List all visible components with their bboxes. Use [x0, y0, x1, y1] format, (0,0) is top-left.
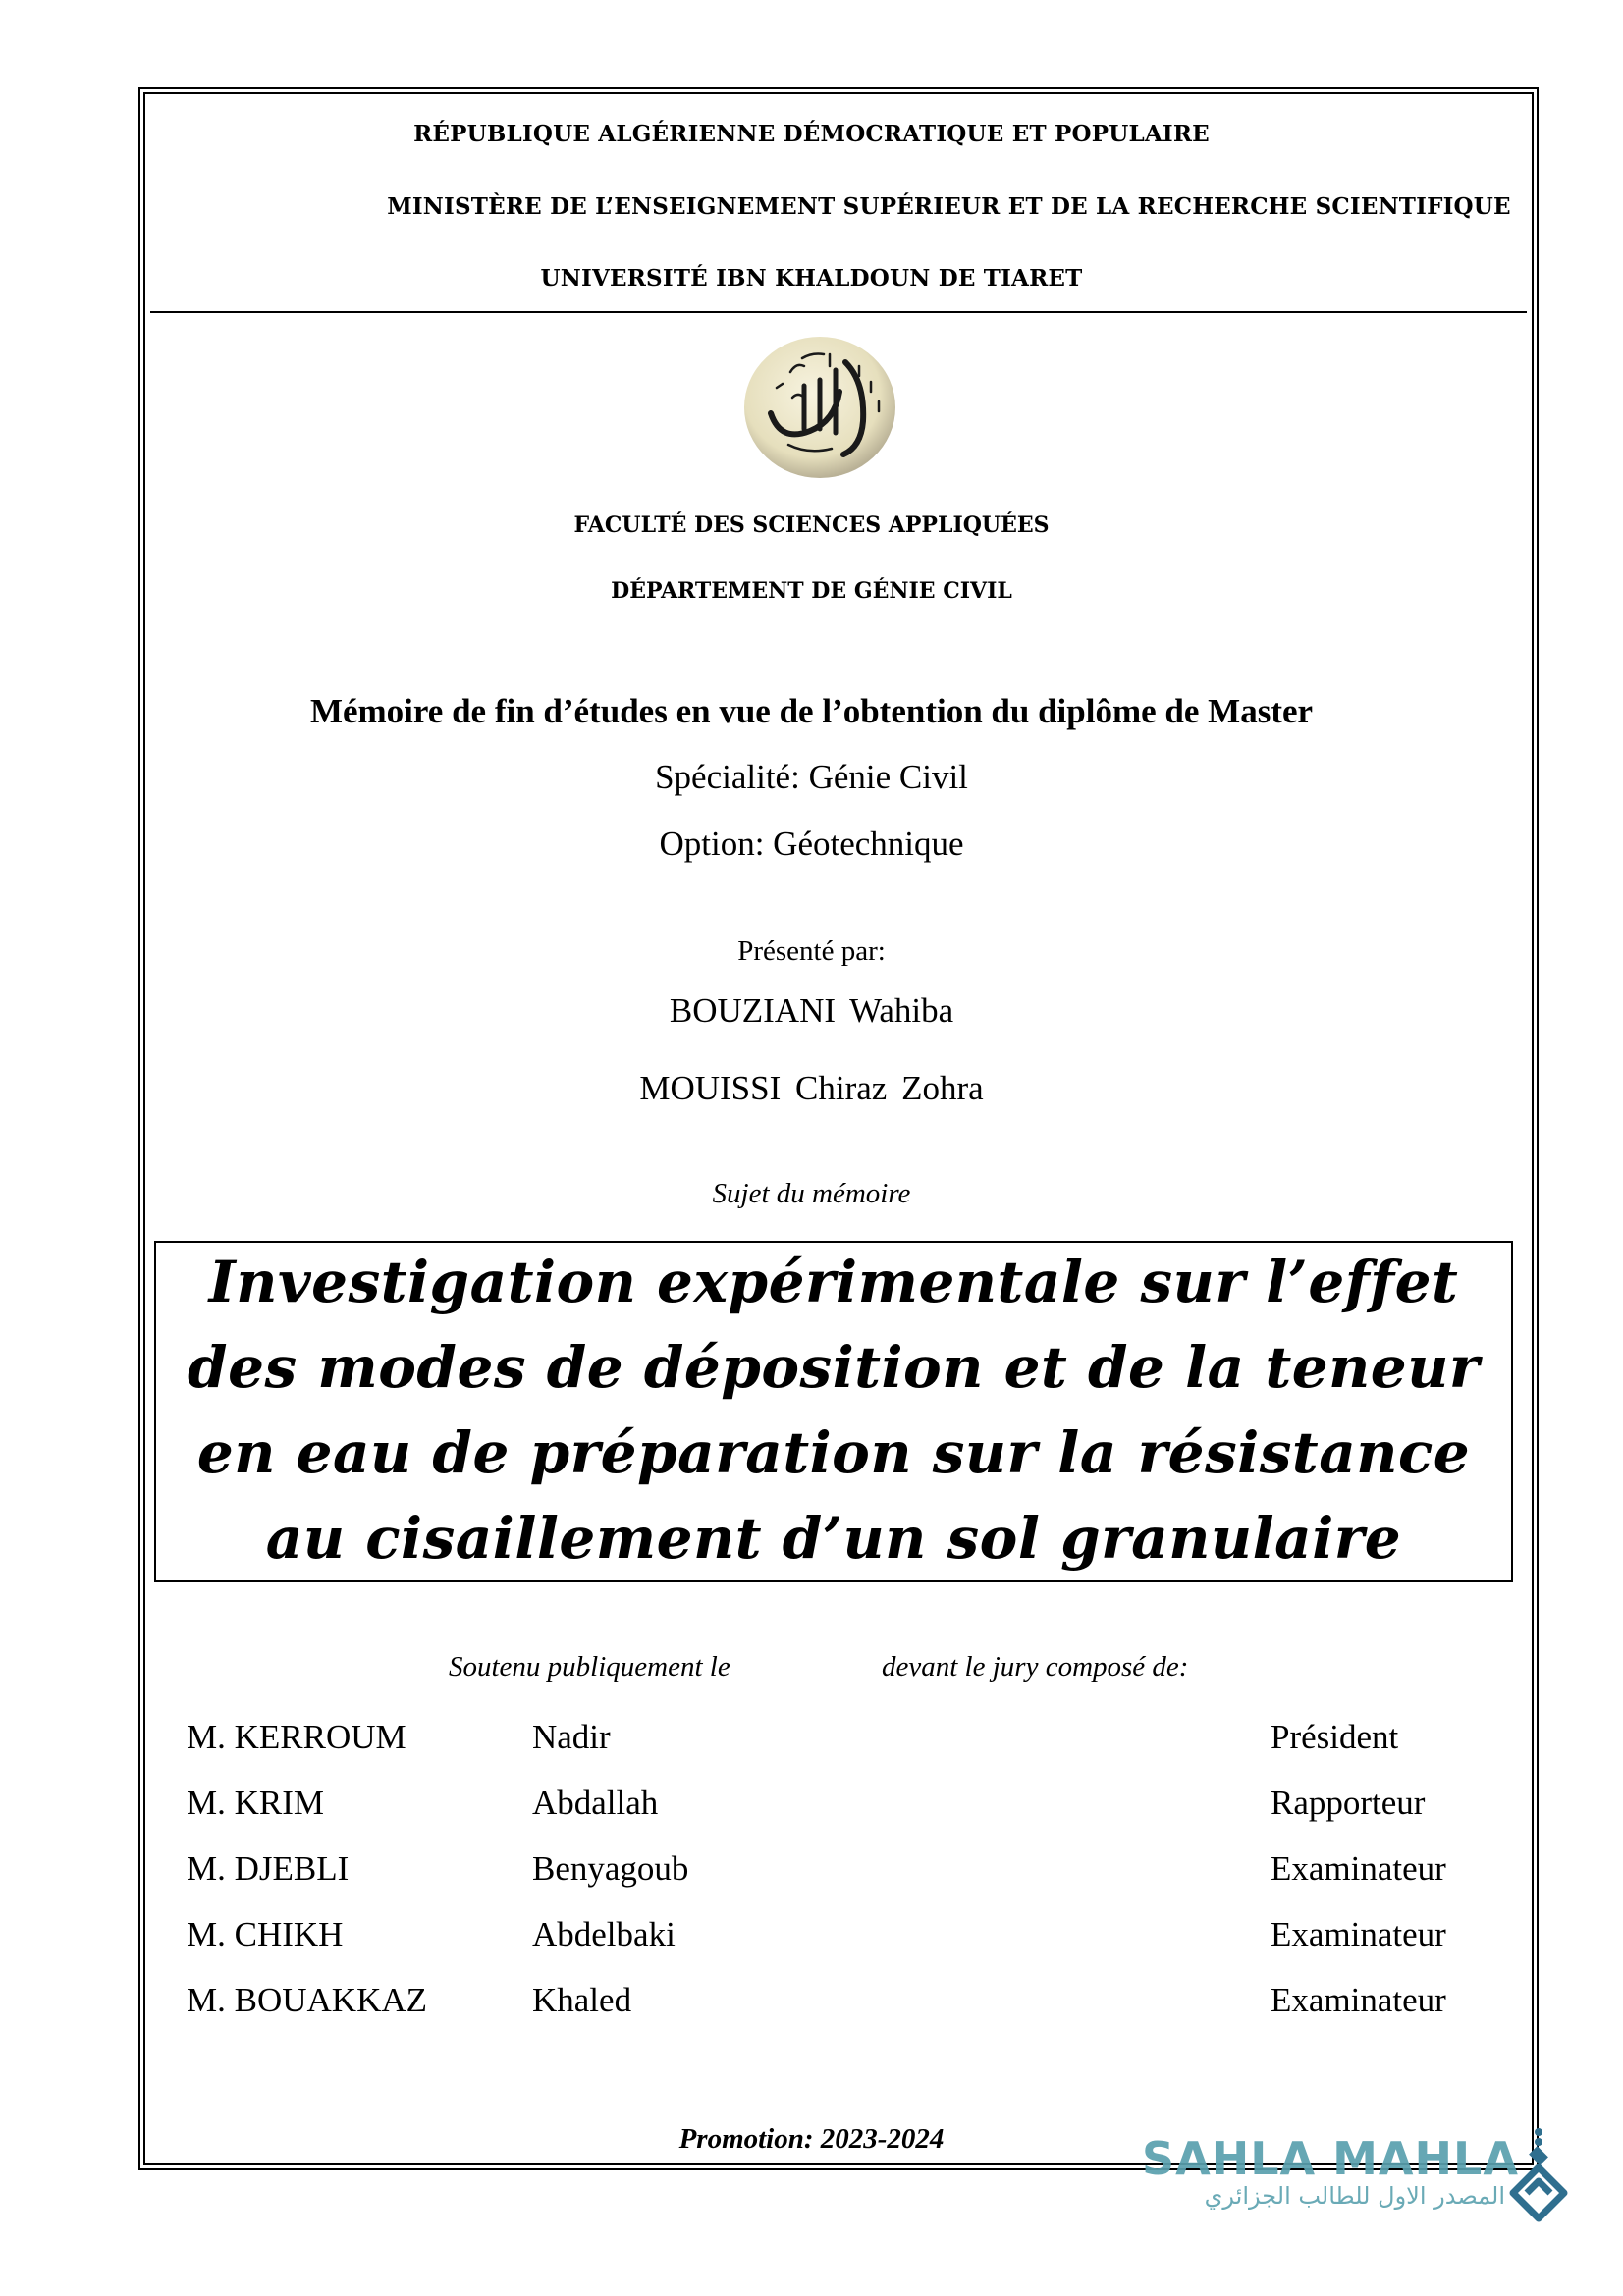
speciality: Spécialité: Génie Civil [655, 758, 968, 796]
university-heading: UNIVERSITÉ IBN KHALDOUN DE TIARET [540, 265, 1083, 292]
watermark-text: SAHLA MAHLA [1142, 2132, 1519, 2185]
jury-role: Examinateur [1271, 1915, 1446, 1953]
jury-row [0, 1718, 1623, 1761]
jury-row [0, 1849, 1623, 1893]
thesis-title-box [154, 1241, 1513, 1582]
author-name: MOUISSI Chiraz Zohra [639, 1069, 984, 1107]
promotion-year: Promotion: 2023-2024 [678, 2123, 945, 2155]
jury-role: Rapporteur [1271, 1784, 1426, 1822]
department-heading: DÉPARTEMENT DE GÉNIE CIVIL [611, 578, 1012, 604]
jury-intro-label: devant le jury composé de: [882, 1651, 1189, 1682]
faculty-heading: FACULTÉ DES SCIENCES APPLIQUÉES [573, 512, 1050, 538]
jury-first-name: Abdelbaki [532, 1915, 676, 1953]
jury-last-name: M. KERROUM [187, 1718, 406, 1756]
author-name: BOUZIANI Wahiba [669, 991, 954, 1030]
subject-label: Sujet du mémoire [712, 1178, 911, 1209]
defense-date-label: Soutenu publiquement le [449, 1651, 730, 1682]
header-separator [150, 311, 1527, 313]
jury-row [0, 1981, 1623, 2024]
jury-first-name: Benyagoub [532, 1849, 689, 1888]
jury-last-name: M. CHIKH [187, 1915, 344, 1953]
sahla-mahla-logo-icon [1505, 2120, 1574, 2228]
jury-role: Examinateur [1271, 1981, 1446, 2019]
jury-first-name: Abdallah [532, 1784, 659, 1822]
jury-first-name: Nadir [532, 1718, 611, 1756]
thesis-title-line: Investigation expérimentale sur l’effet [208, 1249, 1459, 1315]
ministry-heading: MINISTÈRE DE L’ENSEIGNEMENT SUPÉRIEUR ET DE LA RECHERCHE SCIENTIFIQUE [387, 193, 1511, 220]
thesis-title-line: en eau de préparation sur la résistance [196, 1419, 1471, 1486]
thesis-title-line: des modes de déposition et de la teneur [188, 1334, 1480, 1401]
jury-role: Président [1271, 1718, 1399, 1756]
watermark-arabic-tagline: المصدر الاول للطالب الجزائري [1204, 2182, 1505, 2210]
thesis-title-line: au cisaillement d’un sol granulaire [265, 1505, 1402, 1572]
degree-statement: Mémoire de fin d’études en vue de l’obtention du diplôme de Master [309, 692, 1314, 730]
republic-heading: RÉPUBLIQUE ALGÉRIENNE DÉMOCRATIQUE ET POPULAIRE [413, 121, 1210, 147]
jury-role: Examinateur [1271, 1849, 1446, 1888]
jury-row [0, 1915, 1623, 1958]
university-calligraphy-seal-icon [731, 327, 908, 484]
jury-row [0, 1784, 1623, 1827]
option: Option: Géotechnique [659, 825, 964, 863]
presented-by-label: Présenté par: [737, 935, 886, 967]
jury-last-name: M. BOUAKKAZ [187, 1981, 427, 2019]
jury-last-name: M. DJEBLI [187, 1849, 350, 1888]
jury-first-name: Khaled [532, 1981, 632, 2019]
jury-last-name: M. KRIM [187, 1784, 325, 1822]
